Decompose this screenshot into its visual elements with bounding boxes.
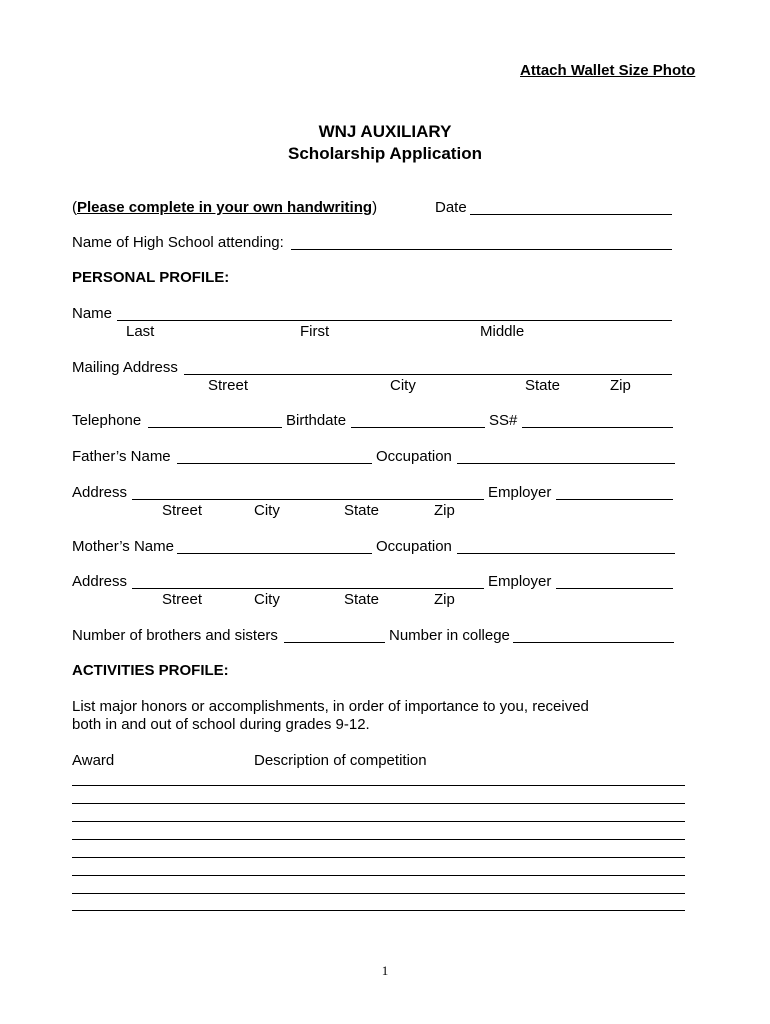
- mother-employer-label: Employer: [488, 573, 552, 590]
- mailing-address-label: Mailing Address: [72, 359, 178, 376]
- name-field[interactable]: [117, 320, 672, 321]
- father-name-field[interactable]: [177, 463, 372, 464]
- college-count-field[interactable]: [513, 642, 674, 643]
- mother-name-field[interactable]: [177, 553, 372, 554]
- activities-profile-heading: ACTIVITIES PROFILE:: [72, 662, 229, 679]
- mother-occupation-field[interactable]: [457, 553, 675, 554]
- siblings-field[interactable]: [284, 642, 385, 643]
- page-number: 1: [381, 963, 389, 978]
- photo-note: Attach Wallet Size Photo: [520, 62, 696, 79]
- father-name-label: Father’s Name: [72, 448, 171, 465]
- ss-label: SS#: [489, 412, 518, 429]
- mother-city-caption: City: [254, 591, 280, 608]
- siblings-label: Number of brothers and sisters: [72, 627, 278, 644]
- activities-instructions-line1: List major honors or accomplishments, in order of importance to you, received: [72, 698, 589, 715]
- date-field[interactable]: [470, 214, 672, 215]
- birthdate-field[interactable]: [351, 427, 485, 428]
- mailing-street-caption: Street: [208, 377, 249, 394]
- telephone-label: Telephone: [72, 412, 142, 429]
- instruction-emphasis: Please complete in your own handwriting: [77, 199, 373, 216]
- father-street-caption: Street: [162, 502, 203, 519]
- form-title: Scholarship Application: [288, 144, 482, 163]
- father-state-caption: State: [344, 502, 380, 519]
- mother-address-field[interactable]: [132, 588, 484, 589]
- father-occupation-label: Occupation: [376, 448, 452, 465]
- personal-profile-heading: PERSONAL PROFILE:: [72, 269, 230, 286]
- award-entry-line[interactable]: [72, 821, 685, 822]
- mother-street-caption: Street: [162, 591, 203, 608]
- award-entry-line[interactable]: [72, 803, 685, 804]
- instruction-text: (Please complete in your own handwriting): [72, 199, 378, 216]
- description-column-label: Description of competition: [254, 752, 427, 769]
- mother-employer-field[interactable]: [556, 588, 673, 589]
- ss-field[interactable]: [522, 427, 673, 428]
- mother-address-label: Address: [72, 573, 128, 590]
- father-city-caption: City: [254, 502, 280, 519]
- mother-zip-caption: Zip: [434, 591, 455, 608]
- date-label: Date: [435, 199, 467, 216]
- college-count-label: Number in college: [389, 627, 510, 644]
- award-column-label: Award: [72, 752, 115, 769]
- father-employer-field[interactable]: [556, 499, 673, 500]
- mother-state-caption: State: [344, 591, 380, 608]
- award-entry-line[interactable]: [72, 875, 685, 876]
- award-entry-line[interactable]: [72, 893, 685, 894]
- father-zip-caption: Zip: [434, 502, 455, 519]
- father-address-field[interactable]: [132, 499, 484, 500]
- mailing-state-caption: State: [525, 377, 561, 394]
- mother-occupation-label: Occupation: [376, 538, 452, 555]
- father-employer-label: Employer: [488, 484, 552, 501]
- mailing-city-caption: City: [390, 377, 416, 394]
- org-title: WNJ AUXILIARY: [318, 122, 452, 141]
- birthdate-label: Birthdate: [286, 412, 347, 429]
- name-first-caption: First: [300, 323, 330, 340]
- mother-name-label: Mother’s Name: [72, 538, 174, 555]
- father-address-label: Address: [72, 484, 128, 501]
- high-school-field[interactable]: [291, 249, 672, 250]
- name-last-caption: Last: [126, 323, 155, 340]
- high-school-label: Name of High School attending:: [72, 234, 284, 251]
- telephone-field[interactable]: [148, 427, 282, 428]
- mailing-address-field[interactable]: [184, 374, 672, 375]
- mailing-zip-caption: Zip: [610, 377, 631, 394]
- name-label: Name: [72, 305, 113, 322]
- award-entry-line[interactable]: [72, 785, 685, 786]
- award-entry-line[interactable]: [72, 857, 685, 858]
- award-entry-line[interactable]: [72, 910, 685, 911]
- activities-instructions-line2: both in and out of school during grades 9-12.: [72, 716, 370, 733]
- name-middle-caption: Middle: [480, 323, 525, 340]
- father-occupation-field[interactable]: [457, 463, 675, 464]
- award-entry-line[interactable]: [72, 839, 685, 840]
